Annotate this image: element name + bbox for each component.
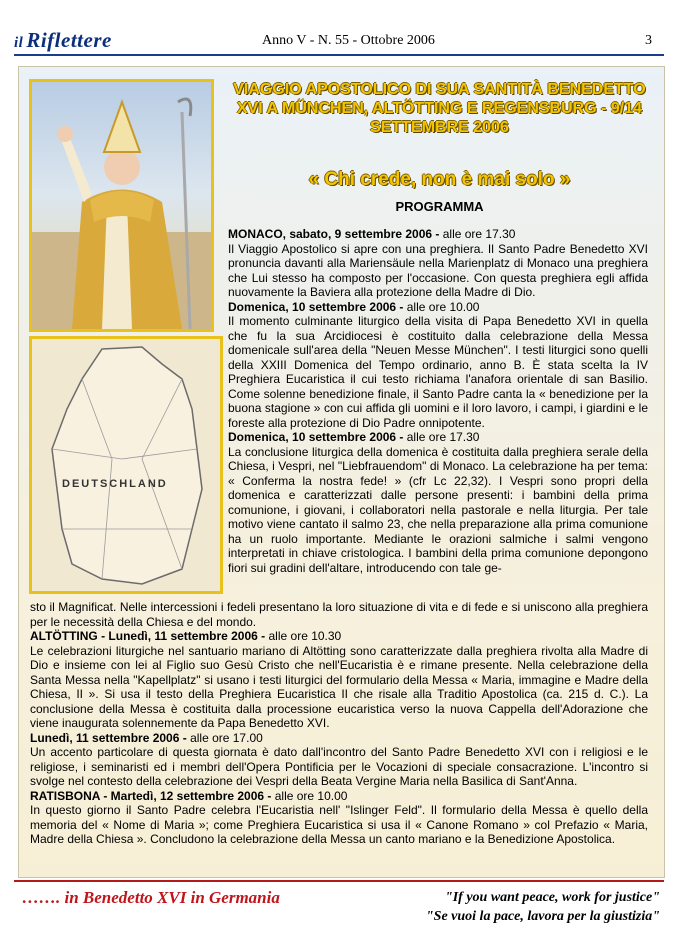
event-heading: Lunedì, 11 settembre 2006 - bbox=[30, 730, 187, 745]
event-time: alle ore 17.30 bbox=[403, 430, 480, 444]
issue-info: Anno V - N. 55 - Ottobre 2006 bbox=[262, 33, 435, 48]
article-motto: « Chi crede, non è mai solo » bbox=[308, 169, 571, 190]
event-text-continued: sto il Magnificat. Nelle intercessioni i fedeli presentano la loro situazione di vita e di fede e si uniscono alla preghiera per le necessità della Chiesa e del mondo. bbox=[30, 600, 648, 629]
header-divider bbox=[14, 54, 664, 56]
event-heading: Domenica, 10 settembre 2006 - bbox=[228, 430, 404, 444]
event-entry bbox=[30, 731, 648, 746]
event-text: In questo giorno il Santo Padre celebra l'Eucaristia nell' "Islinger Feld". Il formulario della Messa è quello della memoria del « Nome di Maria »; come Preghiera Eucaristica si usa il « Canone Romano » col Prefazio « Maria, Madre della Chiesa ». Concludono la celebrazione della Messa un canto mariano e la Benedizione Apostolica. bbox=[30, 803, 648, 846]
event-text: La conclusione liturgica della domenica è costituita dalla preghiera serale della Chiesa, i Vespri, nel "Liebfrauendom" di Monaco. La celebrazione ha per tema: « Conferma la nostra fede! » (cfr Lc 22,32). I Vespri sono propri della domenica e caratterizzati dalle persone presenti: i bambini della prima comunione, i giovani, i collaboratori nella pastorale e nella liturgia. Per tale motivo viene cantato il salmo 23, che nella preparazione alla prima comunione ha un ruolo importante. Mediante le orazioni salmiche i salmi vengono interpretati in chiave cristologica. I bambini della prima comunione depongono fiori sui gradini dell'altare, introducendo con tale ge- bbox=[228, 444, 648, 575]
footer-quotes bbox=[380, 888, 660, 926]
event-entry bbox=[228, 300, 648, 315]
page-number: 3 bbox=[645, 33, 652, 48]
article-title: VIAGGIO APOSTOLICO DI SUA SANTITÀ BENEDETTO XVI A MÜNCHEN, ALTÖTTING E REGENSBURG - 9/14 SETTEMBRE 2006 bbox=[233, 81, 646, 136]
event-time: alle ore 10.00 bbox=[403, 299, 480, 314]
quote-italian: "Se vuoi la pace, lavora per la giustizia" bbox=[425, 909, 660, 924]
event-time: alle ore 10.30 bbox=[265, 629, 342, 643]
program-column bbox=[228, 227, 648, 575]
event-text: Un accento particolare di questa giornata è dato dall'incontro del Santo Padre Benedetto XVI con i religiosi e le religiose, i seminaristi ed i membri dell'Opera Pontificia per le Vocazioni di speciale consacrazione. L'incontro si svolge nel contesto della celebrazione dei Vespri della Beata Vergine Maria nella Basilica di Sant'Anna. bbox=[30, 745, 648, 788]
germany-map bbox=[29, 336, 223, 594]
page-header bbox=[0, 0, 678, 66]
event-heading: ALTÖTTING - Lunedì, 11 settembre 2006 - bbox=[30, 629, 266, 643]
event-entry bbox=[30, 629, 648, 644]
event-text: Il momento culminante liturgico della visita di Papa Benedetto XVI in quella che fu la sua Arcidiocesi è costituito dalla celebrazione della Messa domenicale sull'area della "Neuen Messe München". I testi liturgici sono quelli della XXIII Domenica del Tempo ordinario, anno B. È stata scelta la IV Preghiera Eucaristica il cui testo richiama l'anafora orientale di san Basilio. Come solenne benedizione finale, il Santo Padre canta la « benedizione per la buona stagione » con cui affida gli uomini e il loro lavoro, i campi, i giardini e le foreste alla protezione di Dio Padre onnipotente. bbox=[228, 314, 648, 430]
footer-series-title: ……. in Benedetto XVI in Germania bbox=[22, 888, 280, 907]
map-label: DEUTSCHLAND bbox=[62, 478, 168, 490]
logo-prefix: il bbox=[14, 35, 24, 51]
magazine-logo bbox=[14, 28, 112, 53]
event-entry bbox=[228, 430, 648, 445]
event-text: Le celebrazioni liturgiche nel santuario mariano di Altötting sono caratterizzate dalla preghiera rivolta alla Madre di Dio e insieme con lei al Figlio suo Gesù Cristo che nell'Eucaristia è e rimane presente. Nella celebrazione della Santa Messa nella "Kapellplatz" si usano i testi liturgici del formulario della Messa « Maria, immagine e Madre della Chiesa, II ». Si usa il testo della Preghiera Eucaristica II che risale alla Traditio Apostolica (ca. 215 d. C.). La conclusione della Messa è costituita dalla processione eucaristica verso la nuova Cappella dell'Adorazione che viene inaugurata solennemente da Papa Benedetto XVI. bbox=[30, 643, 648, 730]
map-illustration bbox=[32, 339, 220, 591]
footer-divider bbox=[14, 880, 664, 882]
logo-name: Riflettere bbox=[26, 28, 112, 52]
pope-photo bbox=[29, 79, 214, 332]
event-time: alle ore 17.30 bbox=[439, 227, 516, 241]
pope-illustration bbox=[32, 82, 211, 329]
quote-english: "If you want peace, work for justice" bbox=[444, 890, 660, 905]
event-heading: MONACO, sabato, 9 settembre 2006 - bbox=[228, 227, 440, 241]
program-full-width bbox=[30, 600, 648, 847]
event-heading: RATISBONA - Martedì, 12 settembre 2006 - bbox=[30, 788, 272, 803]
event-text: Il Viaggio Apostolico si apre con una preghiera. Il Santo Padre Benedetto XVI pronuncia davanti alla Mariensäule nella Marienplatz di Monaco una preghiera che Lui stesso ha composto per l'occasione. Con questa preghiera egli affida nuovamente la Baviera alla protezione della Madre di Dio. bbox=[228, 241, 648, 299]
event-time: alle ore 17.00 bbox=[186, 730, 263, 745]
event-time: alle ore 10.00 bbox=[271, 788, 348, 803]
event-heading: Domenica, 10 settembre 2006 - bbox=[228, 299, 404, 314]
event-entry bbox=[30, 789, 648, 804]
section-heading: PROGRAMMA bbox=[395, 199, 484, 214]
event-entry bbox=[228, 227, 648, 242]
